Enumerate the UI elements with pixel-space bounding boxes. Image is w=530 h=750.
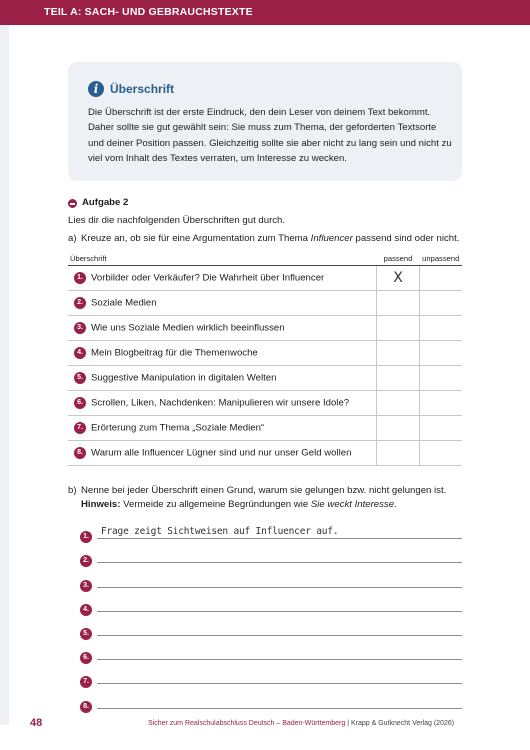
col-unpassend: unpassend [420, 251, 463, 266]
hint-label: Hinweis: [81, 499, 121, 510]
table-row [68, 416, 462, 441]
footer [148, 720, 454, 727]
checkbox-unpassend[interactable] [420, 441, 463, 466]
headline-text: Scrollen, Liken, Nachdenken: Manipulieren wir unsere Idole? [91, 397, 350, 409]
checkbox-passend[interactable] [377, 391, 420, 416]
headline-text: Warum alle Influencer Lügner sind und nur unser Geld wollen [91, 447, 352, 459]
headline-text: Vorbilder oder Verkäufer? Die Wahrheit über Influencer [91, 272, 325, 284]
headline-cell [68, 316, 377, 341]
task-intro: Lies dir die nachfolgenden Überschriften gut durch. [68, 215, 286, 226]
number-badge: 1. [80, 531, 92, 543]
headline-cell [68, 391, 377, 416]
checkbox-passend[interactable] [377, 266, 420, 291]
part-b-label: b) [68, 485, 77, 496]
number-badge: 7. [80, 676, 92, 688]
page-margin-strip [0, 25, 9, 725]
col-passend: passend [377, 251, 420, 266]
checkbox-unpassend[interactable] [420, 366, 463, 391]
checkbox-passend[interactable] [377, 416, 420, 441]
number-badge: 8. [80, 701, 92, 713]
task-part-a [68, 233, 459, 244]
section-header [0, 0, 530, 25]
answer-line[interactable] [80, 636, 462, 660]
table-row [68, 266, 462, 291]
handwritten-answer: Frage zeigt Sichtweisen auf Influencer auf. [101, 526, 339, 538]
hint-emphasis: Sie weckt Interesse [310, 499, 395, 510]
answer-line[interactable] [80, 515, 462, 539]
number-badge: 7. [74, 422, 86, 434]
headline-text: Suggestive Manipulation in digitalen Welten [91, 372, 277, 384]
headline-text: Mein Blogbeitrag für die Themenwoche [91, 347, 258, 359]
number-badge: 4. [74, 347, 86, 359]
part-a-text-end: passend sind oder nicht. [352, 233, 460, 244]
answer-line[interactable] [80, 660, 462, 684]
headline-cell [68, 266, 377, 291]
headline-cell [68, 441, 377, 466]
number-badge: 2. [74, 297, 86, 309]
headline-text: Erörterung zum Thema „Soziale Medien“ [91, 422, 265, 434]
number-badge: 1. [74, 272, 86, 284]
number-badge: 2. [80, 555, 92, 567]
part-a-text: Kreuze an, ob sie für eine Argumentation zum Thema [81, 233, 311, 244]
headline-text: Wie uns Soziale Medien wirklich beeinflussen [91, 322, 285, 334]
info-title: Überschrift [110, 82, 175, 96]
task-icon [68, 199, 77, 208]
task-part-b [68, 484, 468, 512]
checkbox-unpassend[interactable] [420, 316, 463, 341]
headline-cell [68, 291, 377, 316]
answer-line[interactable] [80, 588, 462, 612]
answer-line[interactable] [80, 684, 462, 708]
checkbox-unpassend[interactable] [420, 291, 463, 316]
checkbox-passend[interactable] [377, 316, 420, 341]
table-row [68, 441, 462, 466]
table-row [68, 391, 462, 416]
hint [68, 498, 468, 512]
headline-table [68, 251, 462, 466]
number-badge: 3. [74, 322, 86, 334]
checkbox-unpassend[interactable] [420, 391, 463, 416]
answer-line[interactable] [80, 539, 462, 563]
number-badge: 4. [80, 604, 92, 616]
table-header-row [68, 251, 462, 266]
section-title: TEIL A: SACH- UND GEBRAUCHSTEXTE [44, 6, 253, 18]
headline-cell [68, 366, 377, 391]
col-heading: Überschrift [68, 251, 377, 266]
table-row [68, 316, 462, 341]
checkbox-passend[interactable] [377, 341, 420, 366]
part-b-text: Nenne bei jeder Überschrift einen Grund, warum sie gelungen bzw. nicht gelungen ist. [81, 485, 447, 496]
number-badge: 6. [80, 652, 92, 664]
number-badge: 5. [74, 372, 86, 384]
checkbox-passend[interactable] [377, 366, 420, 391]
info-text: Die Überschrift ist der erste Eindruck, den dein Leser von deinem Text bekommt. Daher sollte sie gut gewählt sein: Sie muss zum Thema, der geforderten Textsorte und deiner Position passen. Gleichzeitig sollte sie aber nicht zu lang sein und nicht zu viel vom Inhalt des Textes verraten, um Interesse zu wecken. [88, 107, 452, 165]
checkbox-unpassend[interactable] [420, 266, 463, 291]
page-number: 48 [30, 717, 43, 729]
number-badge: 3. [80, 580, 92, 592]
number-badge: 8. [74, 447, 86, 459]
answer-line[interactable] [80, 612, 462, 636]
writing-rule [97, 708, 462, 709]
footer-publisher: | Krapp & Gutknecht Verlag (2026) [345, 720, 455, 727]
task-title: Aufgabe 2 [82, 197, 129, 208]
part-a-label: a) [68, 233, 77, 244]
answer-line[interactable] [80, 563, 462, 587]
answer-lines [80, 515, 462, 709]
info-icon: i [88, 81, 104, 97]
checkbox-passend[interactable] [377, 291, 420, 316]
table-row [68, 341, 462, 366]
cross-mark: X [393, 270, 403, 286]
headline-cell [68, 341, 377, 366]
hint-text: Vermeide zu allgemeine Begründungen wie [120, 499, 311, 510]
number-badge: 6. [74, 397, 86, 409]
headline-cell [68, 416, 377, 441]
table-row [68, 291, 462, 316]
part-b-prompt [68, 484, 468, 498]
part-a-emphasis: Influencer [310, 233, 353, 244]
checkbox-unpassend[interactable] [420, 416, 463, 441]
checkbox-unpassend[interactable] [420, 341, 463, 366]
hint-end: . [394, 499, 397, 510]
checkbox-passend[interactable] [377, 441, 420, 466]
table-row [68, 366, 462, 391]
footer-book: Sicher zum Realschulabschluss Deutsch – Baden-Württemberg [148, 720, 346, 727]
number-badge: 5. [80, 628, 92, 640]
headline-text: Soziale Medien [91, 297, 157, 309]
